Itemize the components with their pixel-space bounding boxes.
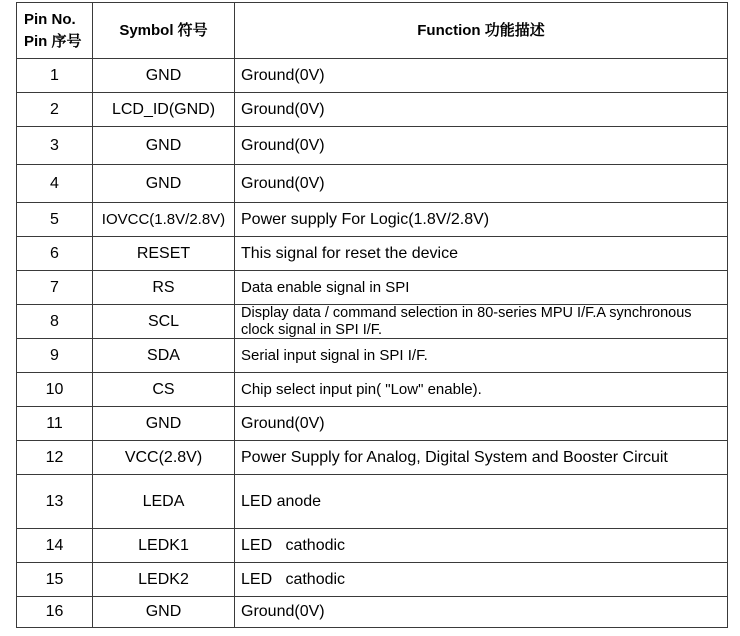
pin-symbol: LEDK2 bbox=[93, 563, 235, 597]
pin-function: Data enable signal in SPI bbox=[235, 271, 728, 305]
table-row bbox=[17, 373, 728, 407]
header-function: Function 功能描述 bbox=[235, 3, 728, 59]
table-row bbox=[17, 475, 728, 529]
table-row bbox=[17, 339, 728, 373]
pin-number: 5 bbox=[17, 203, 93, 237]
table-row bbox=[17, 597, 728, 628]
pin-number: 2 bbox=[17, 93, 93, 127]
pin-function: Chip select input pin( "Low" enable). bbox=[235, 373, 728, 407]
pin-symbol: VCC(2.8V) bbox=[93, 441, 235, 475]
pin-function: Ground(0V) bbox=[235, 597, 728, 628]
pin-function: LED cathodic bbox=[235, 563, 728, 597]
pin-number: 7 bbox=[17, 271, 93, 305]
table-row bbox=[17, 441, 728, 475]
pin-number: 6 bbox=[17, 237, 93, 271]
pin-number: 13 bbox=[17, 475, 93, 529]
table-row bbox=[17, 271, 728, 305]
pin-function: Power Supply for Analog, Digital System and Booster Circuit bbox=[235, 441, 728, 475]
pin-number: 1 bbox=[17, 59, 93, 93]
pin-number: 10 bbox=[17, 373, 93, 407]
pin-number: 11 bbox=[17, 407, 93, 441]
pin-symbol: IOVCC(1.8V/2.8V) bbox=[93, 203, 235, 237]
pin-symbol: SCL bbox=[93, 305, 235, 339]
pin-number: 14 bbox=[17, 529, 93, 563]
pin-definition-table bbox=[16, 2, 728, 628]
table-row bbox=[17, 203, 728, 237]
table-row bbox=[17, 305, 728, 339]
pin-number: 4 bbox=[17, 165, 93, 203]
pin-symbol: LCD_ID(GND) bbox=[93, 93, 235, 127]
table-row bbox=[17, 127, 728, 165]
pin-symbol: CS bbox=[93, 373, 235, 407]
pin-symbol: LEDA bbox=[93, 475, 235, 529]
pin-number: 16 bbox=[17, 597, 93, 628]
pin-number: 9 bbox=[17, 339, 93, 373]
pin-number: 12 bbox=[17, 441, 93, 475]
pin-symbol: GND bbox=[93, 597, 235, 628]
table-row bbox=[17, 237, 728, 271]
header-symbol: Symbol 符号 bbox=[93, 3, 235, 59]
table-row bbox=[17, 407, 728, 441]
pin-symbol: RESET bbox=[93, 237, 235, 271]
table-row bbox=[17, 93, 728, 127]
pin-function: LED anode bbox=[235, 475, 728, 529]
header-pin-line1: Pin No. bbox=[24, 10, 76, 28]
pin-symbol: LEDK1 bbox=[93, 529, 235, 563]
pin-symbol: GND bbox=[93, 407, 235, 441]
header-pin-no bbox=[17, 3, 93, 59]
table-row bbox=[17, 529, 728, 563]
pin-function: Power supply For Logic(1.8V/2.8V) bbox=[235, 203, 728, 237]
pin-function: Ground(0V) bbox=[235, 165, 728, 203]
pin-function: This signal for reset the device bbox=[235, 237, 728, 271]
pin-number: 15 bbox=[17, 563, 93, 597]
pin-symbol: SDA bbox=[93, 339, 235, 373]
pin-function: Ground(0V) bbox=[235, 127, 728, 165]
pin-function: Ground(0V) bbox=[235, 59, 728, 93]
pin-function bbox=[235, 305, 728, 339]
pin-function: Serial input signal in SPI I/F. bbox=[235, 339, 728, 373]
pin-symbol: GND bbox=[93, 127, 235, 165]
pin-function-text: Display data / command selection in 80-series MPU I/F.A synchronous clock signal in SPI I/F. bbox=[241, 305, 692, 338]
pin-number: 3 bbox=[17, 127, 93, 165]
pin-symbol: GND bbox=[93, 59, 235, 93]
table-row bbox=[17, 165, 728, 203]
table-row bbox=[17, 563, 728, 597]
pin-symbol: GND bbox=[93, 165, 235, 203]
table-header-row bbox=[17, 3, 728, 59]
pin-number: 8 bbox=[17, 305, 93, 339]
header-pin-line2: Pin 序号 bbox=[24, 32, 82, 50]
pin-symbol: RS bbox=[93, 271, 235, 305]
pin-function: Ground(0V) bbox=[235, 407, 728, 441]
pin-function: Ground(0V) bbox=[235, 93, 728, 127]
pin-function: LED cathodic bbox=[235, 529, 728, 563]
table-row bbox=[17, 59, 728, 93]
